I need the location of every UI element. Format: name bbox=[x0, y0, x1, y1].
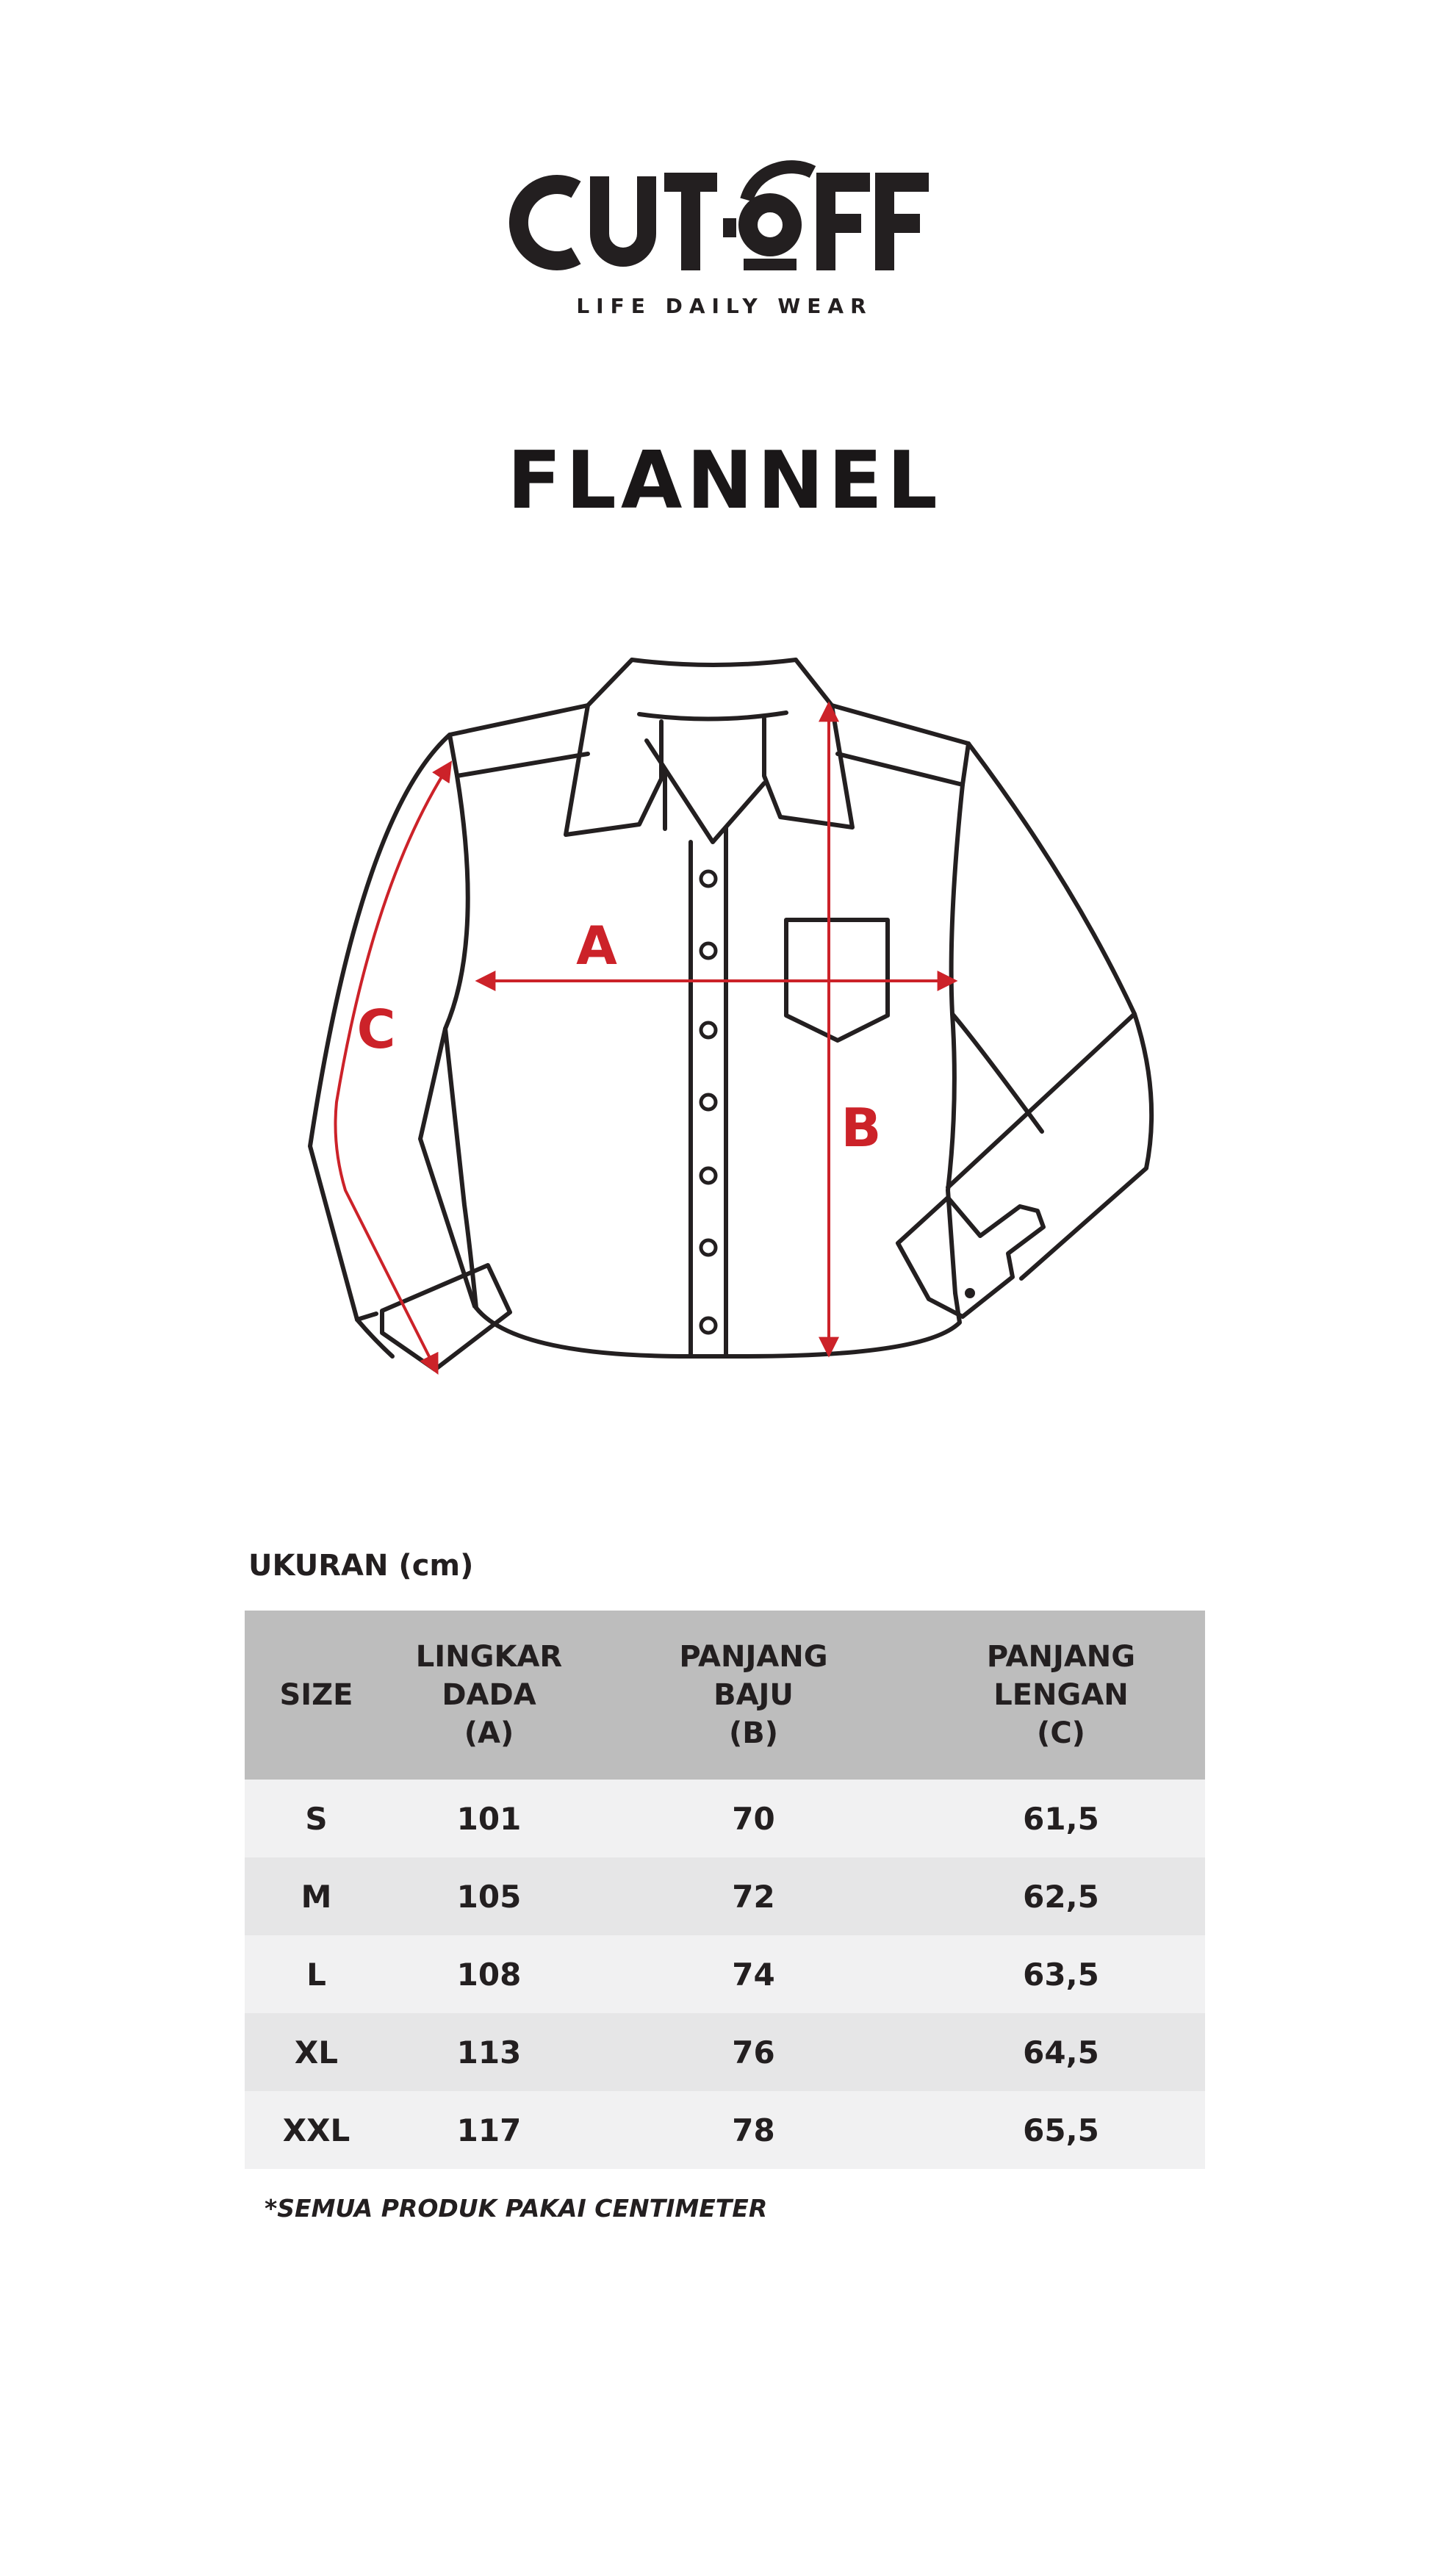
shirt-measurement-diagram bbox=[0, 632, 1449, 1484]
table-row bbox=[245, 2091, 1205, 2169]
table-row bbox=[245, 1780, 1205, 1857]
measure-line-c bbox=[336, 764, 450, 1371]
header-length-b: PANJANG BAJU (B) bbox=[590, 1611, 917, 1780]
size-chart-heading: UKURAN (cm) bbox=[248, 1549, 474, 1583]
shirt-outline bbox=[310, 660, 1151, 1370]
cell-length: 76 bbox=[590, 2013, 917, 2091]
header-chest-a: LINGKAR DADA (A) bbox=[388, 1611, 590, 1780]
cell-sleeve: 64,5 bbox=[917, 2013, 1205, 2091]
cell-chest: 113 bbox=[388, 2013, 590, 2091]
button-4 bbox=[701, 1095, 716, 1109]
cell-size: M bbox=[245, 1857, 388, 1935]
table-row bbox=[245, 2013, 1205, 2091]
body-right-side bbox=[948, 785, 963, 1293]
hem bbox=[476, 1293, 960, 1356]
table-header-row bbox=[245, 1611, 1205, 1780]
cuff-left bbox=[382, 1265, 510, 1370]
placket bbox=[691, 827, 726, 1356]
label-b: B bbox=[841, 1097, 882, 1159]
cell-length: 72 bbox=[590, 1857, 917, 1935]
yoke-left bbox=[450, 705, 588, 776]
cell-size: XL bbox=[245, 2013, 388, 2091]
label-c: C bbox=[356, 999, 396, 1060]
cell-chest: 117 bbox=[388, 2091, 590, 2169]
button-5 bbox=[701, 1168, 716, 1183]
sleeve-right-outer bbox=[968, 744, 1151, 1278]
button-6 bbox=[701, 1240, 716, 1255]
yoke-right bbox=[832, 705, 968, 785]
brand-logo bbox=[0, 147, 1449, 323]
cell-length: 74 bbox=[590, 1935, 917, 2013]
cell-size: L bbox=[245, 1935, 388, 2013]
cell-chest: 108 bbox=[388, 1935, 590, 2013]
cell-sleeve: 61,5 bbox=[917, 1780, 1205, 1857]
size-chart-table bbox=[245, 1611, 1205, 2169]
cell-chest: 105 bbox=[388, 1857, 590, 1935]
collar-left bbox=[566, 660, 661, 835]
button-1 bbox=[701, 871, 716, 886]
cell-length: 70 bbox=[590, 1780, 917, 1857]
cell-size: S bbox=[245, 1780, 388, 1857]
table-row bbox=[245, 1857, 1205, 1935]
cell-chest: 101 bbox=[388, 1780, 590, 1857]
cutoff-logo-graphic bbox=[497, 147, 952, 323]
cell-length: 78 bbox=[590, 2091, 917, 2169]
header-size: SIZE bbox=[245, 1611, 388, 1780]
cell-sleeve: 63,5 bbox=[917, 1935, 1205, 2013]
cell-size: XXL bbox=[245, 2091, 388, 2169]
button-7 bbox=[701, 1318, 716, 1333]
buttons bbox=[701, 871, 716, 1333]
header-sleeve-c: PANJANG LENGAN (C) bbox=[917, 1611, 1205, 1780]
footnote: *SEMUA PRODUK PAKAI CENTIMETER bbox=[265, 2194, 768, 2223]
button-2 bbox=[701, 943, 716, 958]
cell-sleeve: 65,5 bbox=[917, 2091, 1205, 2169]
table-row bbox=[245, 1935, 1205, 2013]
label-a: A bbox=[576, 915, 617, 976]
product-title: FLANNEL bbox=[507, 435, 942, 527]
cuff-right bbox=[898, 1198, 1043, 1317]
cell-sleeve: 62,5 bbox=[917, 1857, 1205, 1935]
shirt-illustration bbox=[0, 632, 1449, 1484]
sleeve-left-inner bbox=[420, 1029, 475, 1306]
brand-tagline: LIFE DAILY WEAR bbox=[576, 294, 873, 318]
button-3 bbox=[701, 1023, 716, 1037]
collar-back bbox=[632, 660, 796, 665]
cuff-button bbox=[965, 1288, 975, 1298]
collar-right bbox=[764, 660, 852, 827]
